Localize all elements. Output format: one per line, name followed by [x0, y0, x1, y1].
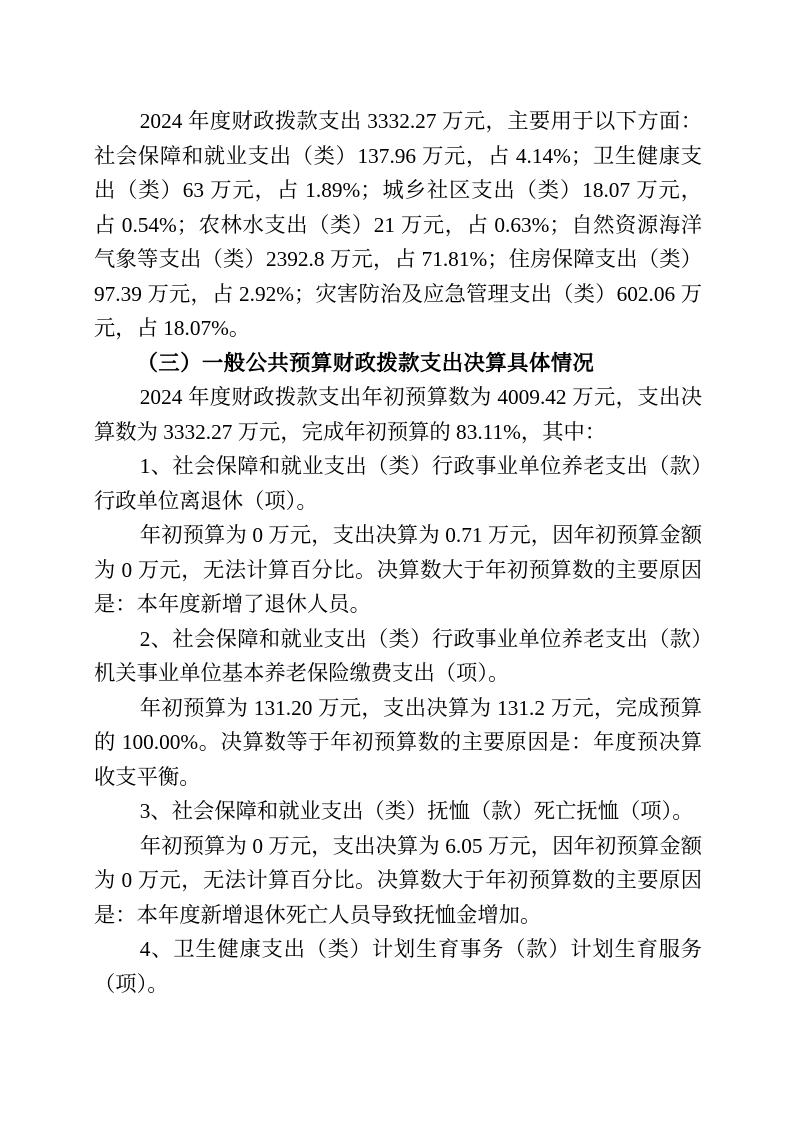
- numbered-item-1-detail: 年初预算为 0 万元，支出决算为 0.71 万元，因年初预算金额为 0 万元，无法计算百分比。决算数大于年初预算数的主要原因是：本年度新增了退休人员。: [94, 523, 702, 616]
- paragraph-financial-allocation-overview: 2024 年度财政拨款支出 3332.27 万元，主要用于以下方面：社会保障和就业支出（类）137.96 万元，占 4.14%；卫生健康支出（类）63 万元，占 1.89%；城乡社区支出（类）18.07 万元，占 0.54%；农林水支出（类）21 万元，占 0.63%；自然资源海洋气象等支出（类）2392.8 万元，占 71.81%；住房保障支出（类）97.39 万元，占 2.92%；灾害防治及应急管理支出（类）602.06 万元，占 18.07%。: [94, 109, 702, 340]
- section-heading-general-public-budget-details: （三）一般公共预算财政拨款支出决算具体情况: [136, 350, 595, 375]
- paragraph-budget-vs-final-summary: 2024 年度财政拨款支出年初预算数为 4009.42 万元，支出决算数为 3332.27 万元，完成年初预算的 83.11%，其中：: [94, 385, 702, 444]
- numbered-item-3-detail: 年初预算为 0 万元，支出决算为 6.05 万元，因年初预算金额为 0 万元，无法计算百分比。决算数大于年初预算数的主要原因是：本年度新增退休死亡人员导致抚恤金增加。: [94, 833, 702, 927]
- numbered-item-4-title: 4、卫生健康支出（类）计划生育事务（款）计划生育服务（项）。: [94, 937, 702, 996]
- numbered-item-3-title: 3、社会保障和就业支出（类）抚恤（款）死亡抚恤（项）。: [139, 799, 694, 823]
- numbered-item-1-title: 1、社会保障和就业支出（类）行政事业单位养老支出（款）行政单位离退休（项）。: [94, 454, 702, 513]
- numbered-item-2-detail: 年初预算为 131.20 万元，支出决算为 131.2 万元，完成预算的 100.00%。决算数等于年初预算数的主要原因是：年度预决算收支平衡。: [94, 695, 702, 789]
- numbered-item-2-title: 2、社会保障和就业支出（类）行政事业单位养老支出（款）机关事业单位基本养老保险缴费支出（项）。: [94, 626, 702, 685]
